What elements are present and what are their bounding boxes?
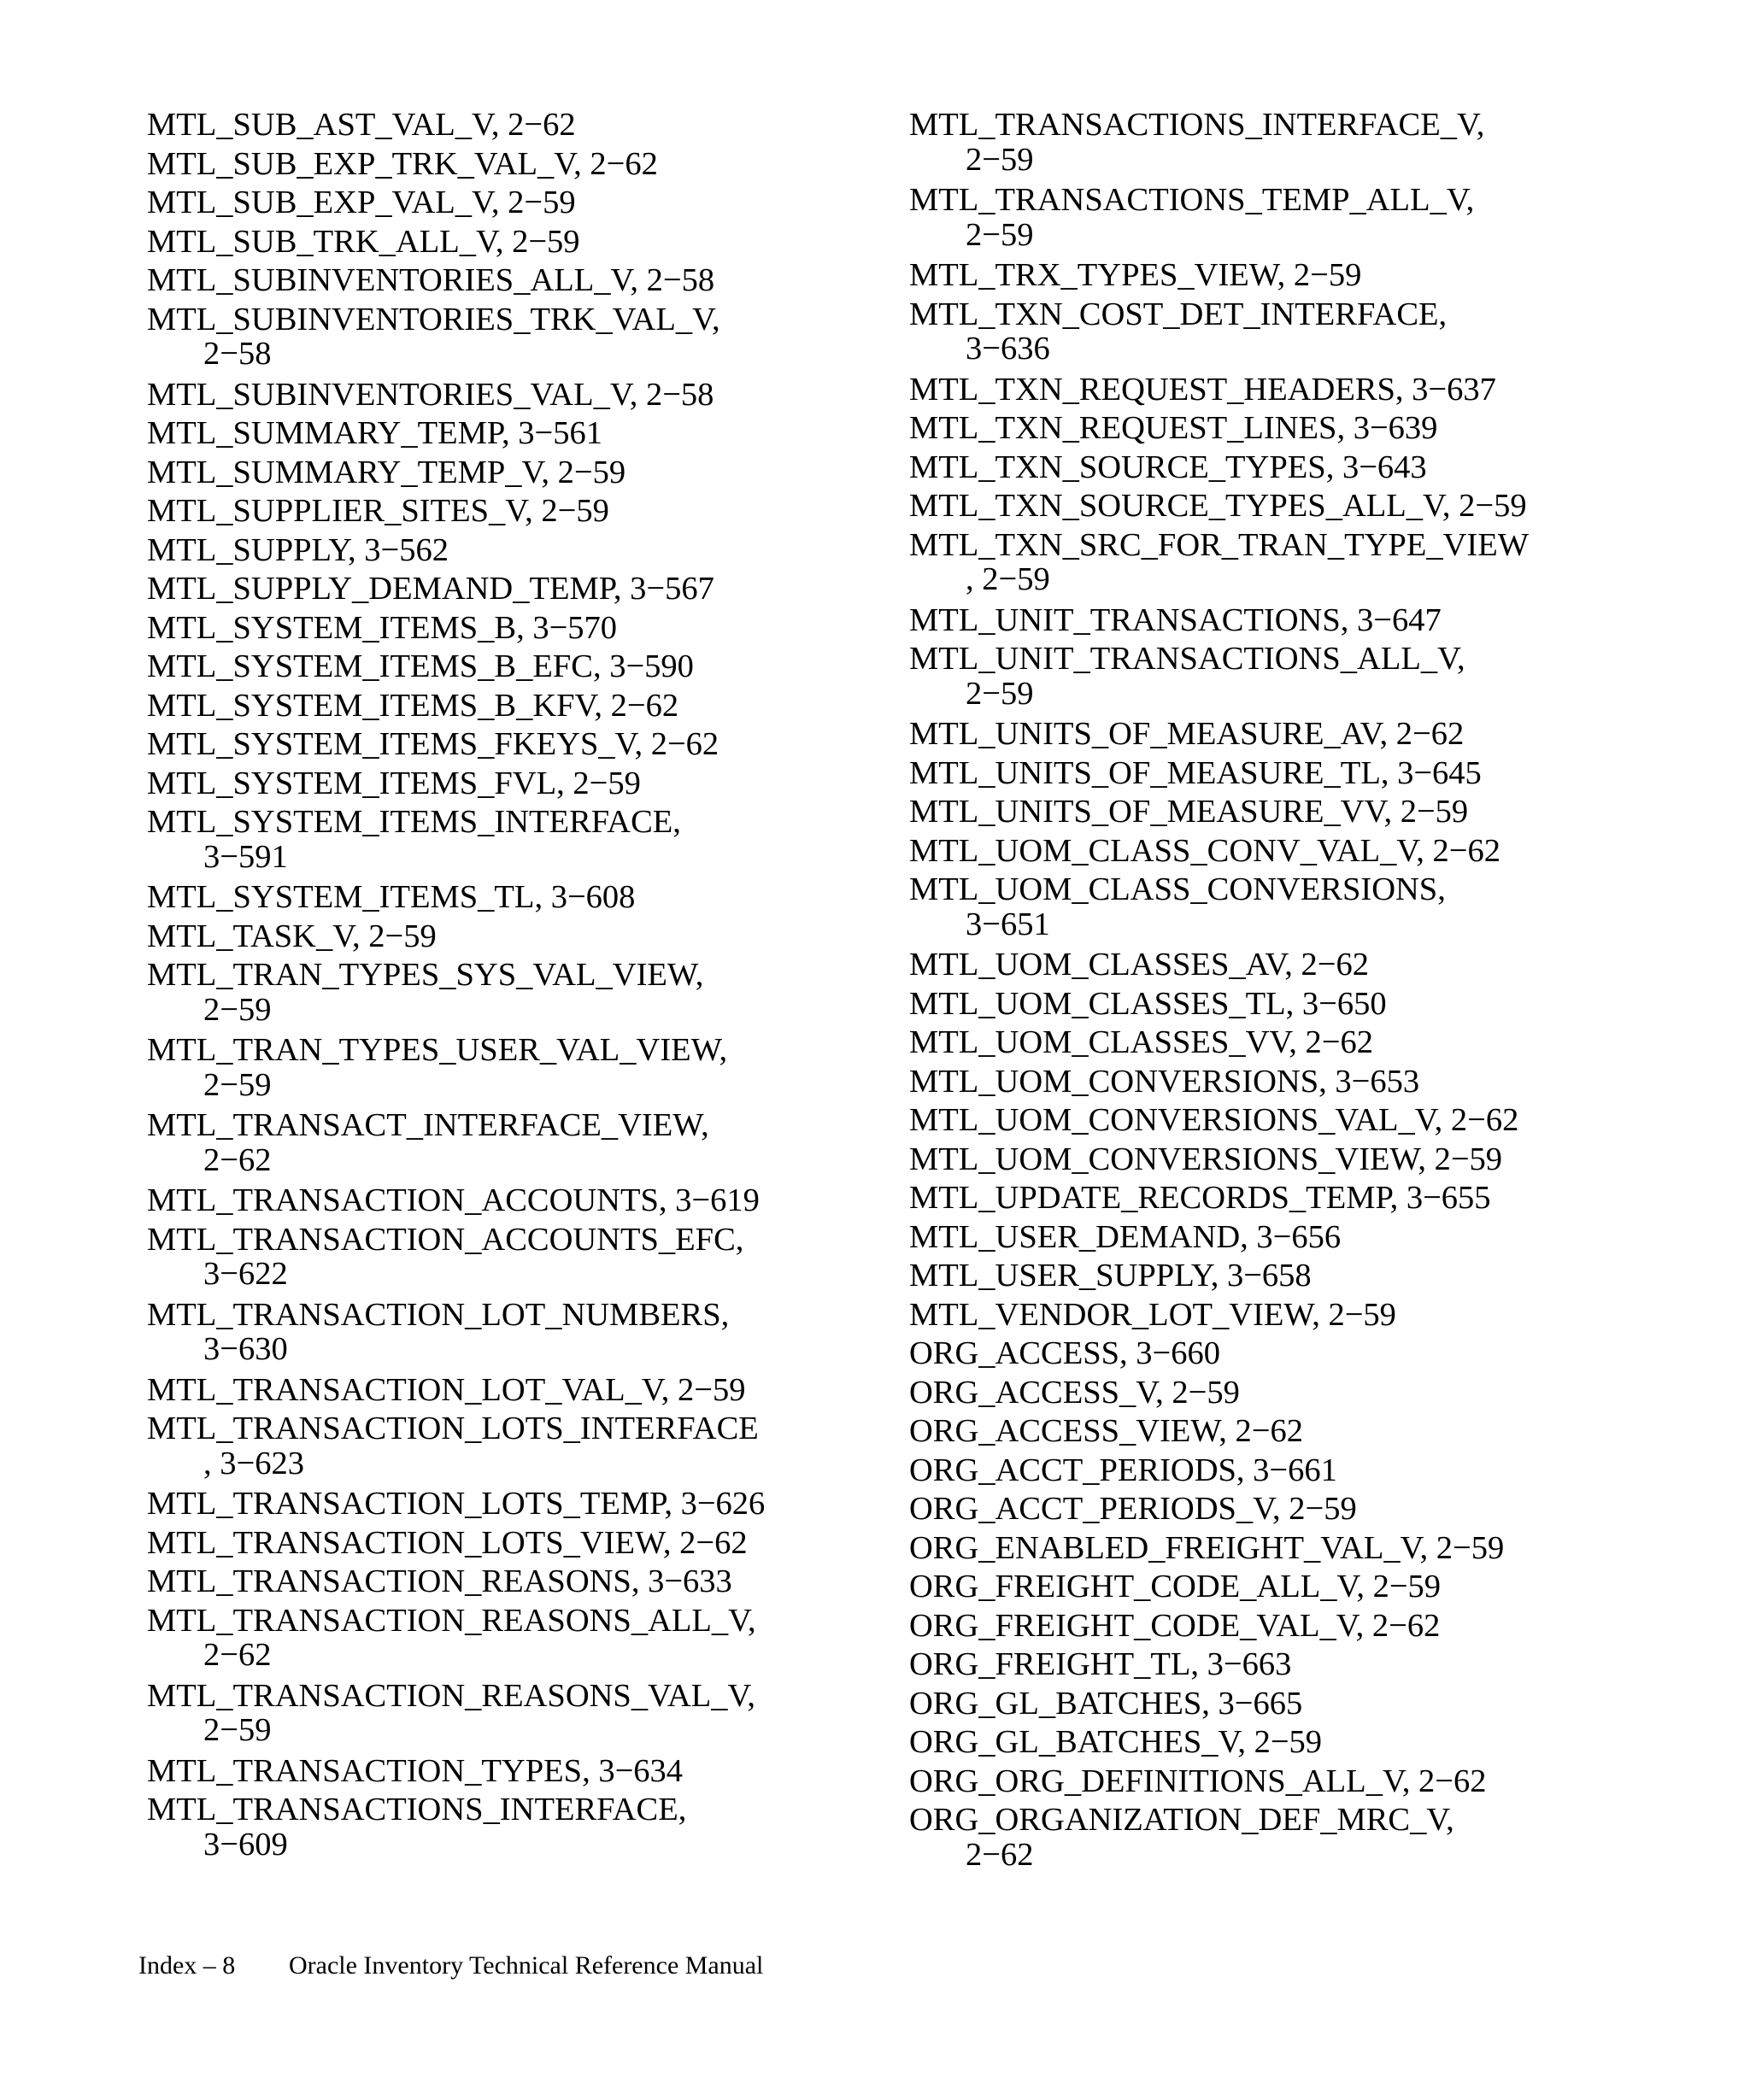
index-entry	[147, 1677, 813, 1751]
index-entry	[147, 878, 813, 918]
index-entry	[909, 1607, 1601, 1646]
index-entry-term: MTL_TXN_COST_DET_INTERFACE,	[909, 296, 1448, 332]
index-entry-term: MTL_SUBINVENTORIES_ALL_V, 2−58	[147, 262, 715, 298]
index-entry-term: ORG_GL_BATCHES_V, 2−59	[909, 1724, 1323, 1760]
index-entry-page-ref: 3−651	[966, 906, 1050, 942]
index-entry	[909, 715, 1601, 754]
index-entry-term: ORG_GL_BATCHES, 3−665	[909, 1685, 1303, 1722]
index-entry-term: MTL_TRAN_TYPES_SYS_VAL_VIEW,	[147, 957, 704, 993]
index-entry	[147, 1485, 813, 1524]
index-entry	[147, 223, 813, 262]
index-entry	[909, 371, 1601, 410]
index-entry	[147, 1221, 813, 1294]
index-entry-term: MTL_SUBINVENTORIES_VAL_V, 2−58	[147, 376, 714, 413]
index-entry	[909, 1568, 1601, 1607]
index-entry	[909, 793, 1601, 832]
index-entry	[909, 1334, 1601, 1374]
index-entry	[909, 487, 1601, 526]
index-entry	[147, 1752, 813, 1792]
footer-page-number: Index – 8	[138, 1951, 236, 1980]
index-entry	[909, 871, 1601, 944]
index-entry-term: ORG_ACCT_PERIODS_V, 2−59	[909, 1491, 1357, 1527]
index-entry	[147, 609, 813, 648]
index-entry-page-ref: 2−59	[203, 1066, 272, 1103]
index-entry-term: MTL_SYSTEM_ITEMS_TL, 3−608	[147, 879, 636, 915]
index-entry-term: ORG_FREIGHT_CODE_VAL_V, 2−62	[909, 1607, 1441, 1644]
index-entry	[147, 1296, 813, 1370]
index-entry	[147, 1563, 813, 1602]
index-column-right	[909, 106, 1601, 1876]
index-entry	[909, 1296, 1601, 1335]
index-entry	[909, 1685, 1601, 1724]
index-entry-term: MTL_SUB_EXP_TRK_VAL_V, 2−62	[147, 145, 658, 182]
index-entry	[147, 301, 813, 374]
index-entry-term: ORG_ACCESS, 3−660	[909, 1335, 1221, 1371]
index-entry-term: MTL_SYSTEM_ITEMS_B, 3−570	[147, 609, 618, 646]
index-entry-term: ORG_ORGANIZATION_DEF_MRC_V,	[909, 1802, 1454, 1838]
index-entry-term: MTL_SYSTEM_ITEMS_INTERFACE,	[147, 804, 681, 840]
index-entry-term: ORG_ACCT_PERIODS, 3−661	[909, 1452, 1337, 1488]
index-entry	[147, 1602, 813, 1675]
index-entry-term: MTL_TRANSACTION_LOTS_TEMP, 3−626	[147, 1486, 766, 1522]
index-entry	[909, 1024, 1601, 1063]
index-entry	[909, 1374, 1601, 1413]
index-entry-page-ref: 3−636	[966, 331, 1050, 367]
index-entry-page-ref: 2−59	[966, 675, 1034, 712]
index-entry	[147, 648, 813, 687]
index-entry-term: MTL_SUBINVENTORIES_TRK_VAL_V,	[147, 301, 720, 337]
index-entry-term: MTL_UOM_CLASS_CONVERSIONS,	[909, 871, 1446, 907]
index-entry	[147, 765, 813, 804]
index-entry-term: MTL_TRAN_TYPES_USER_VAL_VIEW,	[147, 1032, 728, 1068]
index-entry-term: MTL_UOM_CLASSES_TL, 3−650	[909, 985, 1387, 1022]
index-entry-page-ref: 2−62	[203, 1637, 272, 1673]
index-entry-term: MTL_TRANSACTION_LOT_NUMBERS,	[147, 1296, 730, 1333]
index-entry	[147, 918, 813, 957]
index-entry-term: MTL_UOM_CONVERSIONS, 3−653	[909, 1063, 1420, 1100]
index-entry-term: MTL_UNITS_OF_MEASURE_VV, 2−59	[909, 794, 1469, 830]
index-entry-term: MTL_SUPPLY, 3−562	[147, 531, 449, 568]
index-entry-term: MTL_TRANSACTION_ACCOUNTS_EFC,	[147, 1221, 744, 1258]
index-entry	[909, 1141, 1601, 1180]
index-entry-term: MTL_TRANSACTION_LOTS_VIEW, 2−62	[147, 1524, 748, 1561]
index-entry	[909, 601, 1601, 641]
index-entry-term: MTL_TRANSACTION_LOTS_INTERFACE	[147, 1411, 759, 1446]
index-entry	[147, 454, 813, 493]
index-entry-term: MTL_TXN_SOURCE_TYPES, 3−643	[909, 449, 1427, 485]
index-entry	[909, 1490, 1601, 1529]
index-entry-page-ref: , 2−59	[966, 561, 1050, 597]
index-entry-term: MTL_TRANSACTION_REASONS_ALL_V,	[147, 1602, 756, 1639]
index-entry	[909, 1063, 1601, 1102]
index-entry	[909, 832, 1601, 871]
index-entry-term: MTL_SUB_AST_VAL_V, 2−62	[147, 107, 576, 143]
index-entry-term: MTL_TXN_SOURCE_TYPES_ALL_V, 2−59	[909, 488, 1527, 524]
index-entry	[909, 526, 1601, 600]
index-entry	[909, 946, 1601, 985]
index-entry	[909, 1412, 1601, 1452]
index-entry	[147, 1182, 813, 1221]
index-entry-term: MTL_SUB_TRK_ALL_V, 2−59	[147, 223, 580, 260]
index-entry	[909, 1218, 1601, 1258]
index-entry-term: MTL_UOM_CLASSES_AV, 2−62	[909, 947, 1370, 983]
index-entry	[147, 184, 813, 223]
index-entry-term: MTL_TRANSACTIONS_INTERFACE_V,	[909, 107, 1485, 143]
index-entry-page-ref: 2−59	[203, 991, 272, 1028]
index-entry	[909, 449, 1601, 488]
index-entry-term: MTL_TRANSACTION_REASONS, 3−633	[147, 1563, 732, 1599]
index-entry-term: MTL_TRANSACTION_ACCOUNTS, 3−619	[147, 1182, 760, 1218]
index-entry	[147, 261, 813, 301]
index-entry-term: ORG_FREIGHT_TL, 3−663	[909, 1646, 1292, 1682]
index-entry-term: MTL_UOM_CLASSES_VV, 2−62	[909, 1024, 1373, 1060]
index-entry	[147, 531, 813, 571]
index-entry	[909, 985, 1601, 1024]
index-entry-term: MTL_TRANSACTION_LOT_VAL_V, 2−59	[147, 1371, 746, 1408]
index-entry	[909, 1452, 1601, 1491]
index-entry-page-ref: 3−591	[203, 838, 288, 875]
index-entry	[147, 1031, 813, 1105]
index-entry-term: MTL_SUPPLIER_SITES_V, 2−59	[147, 493, 609, 529]
index-entry	[909, 1529, 1601, 1569]
index-entry	[909, 1257, 1601, 1296]
index-entry-term: MTL_VENDOR_LOT_VIEW, 2−59	[909, 1296, 1396, 1333]
index-entry	[909, 1723, 1601, 1763]
index-entry-term: MTL_UOM_CONVERSIONS_VIEW, 2−59	[909, 1141, 1503, 1177]
index-entry-term: MTL_TASK_V, 2−59	[147, 918, 437, 954]
index-entry-page-ref: 2−58	[203, 336, 272, 372]
index-entry-page-ref: 2−62	[966, 1836, 1034, 1873]
index-entry	[147, 570, 813, 609]
index-entry-page-ref: 2−59	[966, 141, 1034, 178]
index-entry	[147, 1371, 813, 1411]
index-entry-term: MTL_SUB_EXP_VAL_V, 2−59	[147, 185, 576, 220]
index-entry-term: MTL_TRANSACTIONS_INTERFACE,	[147, 1792, 687, 1827]
index-entry	[909, 1101, 1601, 1141]
index-entry	[909, 181, 1601, 255]
index-entry-term: ORG_ENABLED_FREIGHT_VAL_V, 2−59	[909, 1529, 1505, 1566]
index-entry-term: MTL_UNIT_TRANSACTIONS_ALL_V,	[909, 641, 1465, 677]
index-entry-term: ORG_ACCESS_VIEW, 2−62	[909, 1413, 1303, 1449]
index-entry-term: MTL_USER_DEMAND, 3−656	[909, 1218, 1342, 1255]
index-entry-term: MTL_UNITS_OF_MEASURE_TL, 3−645	[909, 754, 1482, 791]
index-entry	[909, 409, 1601, 449]
index-entry	[147, 803, 813, 877]
index-entry-term: MTL_SUMMARY_TEMP, 3−561	[147, 415, 602, 451]
index-entry	[147, 414, 813, 454]
index-entry	[147, 956, 813, 1029]
index-entry-term: MTL_USER_SUPPLY, 3−658	[909, 1258, 1312, 1293]
index-entry-term: MTL_TRANSACTION_TYPES, 3−634	[147, 1752, 684, 1789]
index-entry	[909, 1645, 1601, 1685]
index-entry-term: MTL_UOM_CONVERSIONS_VAL_V, 2−62	[909, 1102, 1519, 1138]
index-entry	[909, 296, 1601, 369]
index-entry-term: ORG_ACCESS_V, 2−59	[909, 1374, 1240, 1411]
index-entry-page-ref: 3−622	[203, 1256, 288, 1292]
index-entry	[909, 640, 1601, 713]
index-entry-term: ORG_FREIGHT_CODE_ALL_V, 2−59	[909, 1569, 1442, 1604]
index-entry-term: ORG_ORG_DEFINITIONS_ALL_V, 2−62	[909, 1763, 1487, 1799]
index-entry-term: MTL_UNITS_OF_MEASURE_AV, 2−62	[909, 716, 1465, 752]
index-entry-page-ref: 3−609	[203, 1826, 288, 1862]
index-entry	[147, 106, 813, 145]
index-entry	[909, 256, 1601, 296]
index-entry	[147, 1791, 813, 1864]
index-entry-term: MTL_UNIT_TRANSACTIONS, 3−647	[909, 601, 1442, 638]
index-entry-term: MTL_TXN_REQUEST_LINES, 3−639	[909, 410, 1438, 446]
page-footer	[138, 1951, 763, 1980]
index-entry	[909, 106, 1601, 179]
index-entry	[909, 1179, 1601, 1218]
index-entry-page-ref: 2−59	[966, 216, 1034, 253]
index-entry-page-ref: , 3−623	[203, 1445, 304, 1481]
index-entry-term: MTL_TRX_TYPES_VIEW, 2−59	[909, 257, 1362, 293]
index-entry	[147, 492, 813, 531]
index-entry-term: MTL_TXN_REQUEST_HEADERS, 3−637	[909, 371, 1496, 408]
index-entry	[147, 725, 813, 765]
index-entry-term: MTL_TRANSACT_INTERFACE_VIEW,	[147, 1107, 709, 1143]
index-entry-term: MTL_SYSTEM_ITEMS_FKEYS_V, 2−62	[147, 726, 719, 762]
index-entry-term: MTL_TRANSACTIONS_TEMP_ALL_V,	[909, 182, 1475, 218]
index-entry	[147, 1410, 813, 1483]
index-entry	[147, 1106, 813, 1180]
index-entry	[147, 1524, 813, 1563]
index-entry-page-ref: 3−630	[203, 1331, 288, 1367]
index-entry	[909, 1801, 1601, 1874]
index-entry-term: MTL_SYSTEM_ITEMS_B_KFV, 2−62	[147, 687, 679, 724]
footer-manual-title: Oracle Inventory Technical Reference Manual	[289, 1951, 764, 1980]
index-entry	[909, 754, 1601, 794]
index-entry	[147, 145, 813, 185]
index-entry-term: MTL_UOM_CLASS_CONV_VAL_V, 2−62	[909, 832, 1500, 869]
index-entry-term: MTL_SYSTEM_ITEMS_B_EFC, 3−590	[147, 648, 694, 684]
index-entry-page-ref: 2−62	[203, 1141, 272, 1178]
index-entry	[147, 687, 813, 726]
index-entry-term: MTL_TRANSACTION_REASONS_VAL_V,	[147, 1677, 755, 1714]
index-entry-term: MTL_TXN_SRC_FOR_TRAN_TYPE_VIEW	[909, 526, 1530, 563]
index-entry-term: MTL_SUPPLY_DEMAND_TEMP, 3−567	[147, 571, 714, 607]
index-entry	[147, 376, 813, 415]
index-entry-term: MTL_SUMMARY_TEMP_V, 2−59	[147, 454, 626, 490]
index-entry	[909, 1763, 1601, 1802]
index-column-left	[147, 106, 813, 1866]
index-entry-term: MTL_UPDATE_RECORDS_TEMP, 3−655	[909, 1180, 1491, 1216]
index-entry-page-ref: 2−59	[203, 1712, 272, 1748]
index-entry-term: MTL_SYSTEM_ITEMS_FVL, 2−59	[147, 765, 641, 801]
